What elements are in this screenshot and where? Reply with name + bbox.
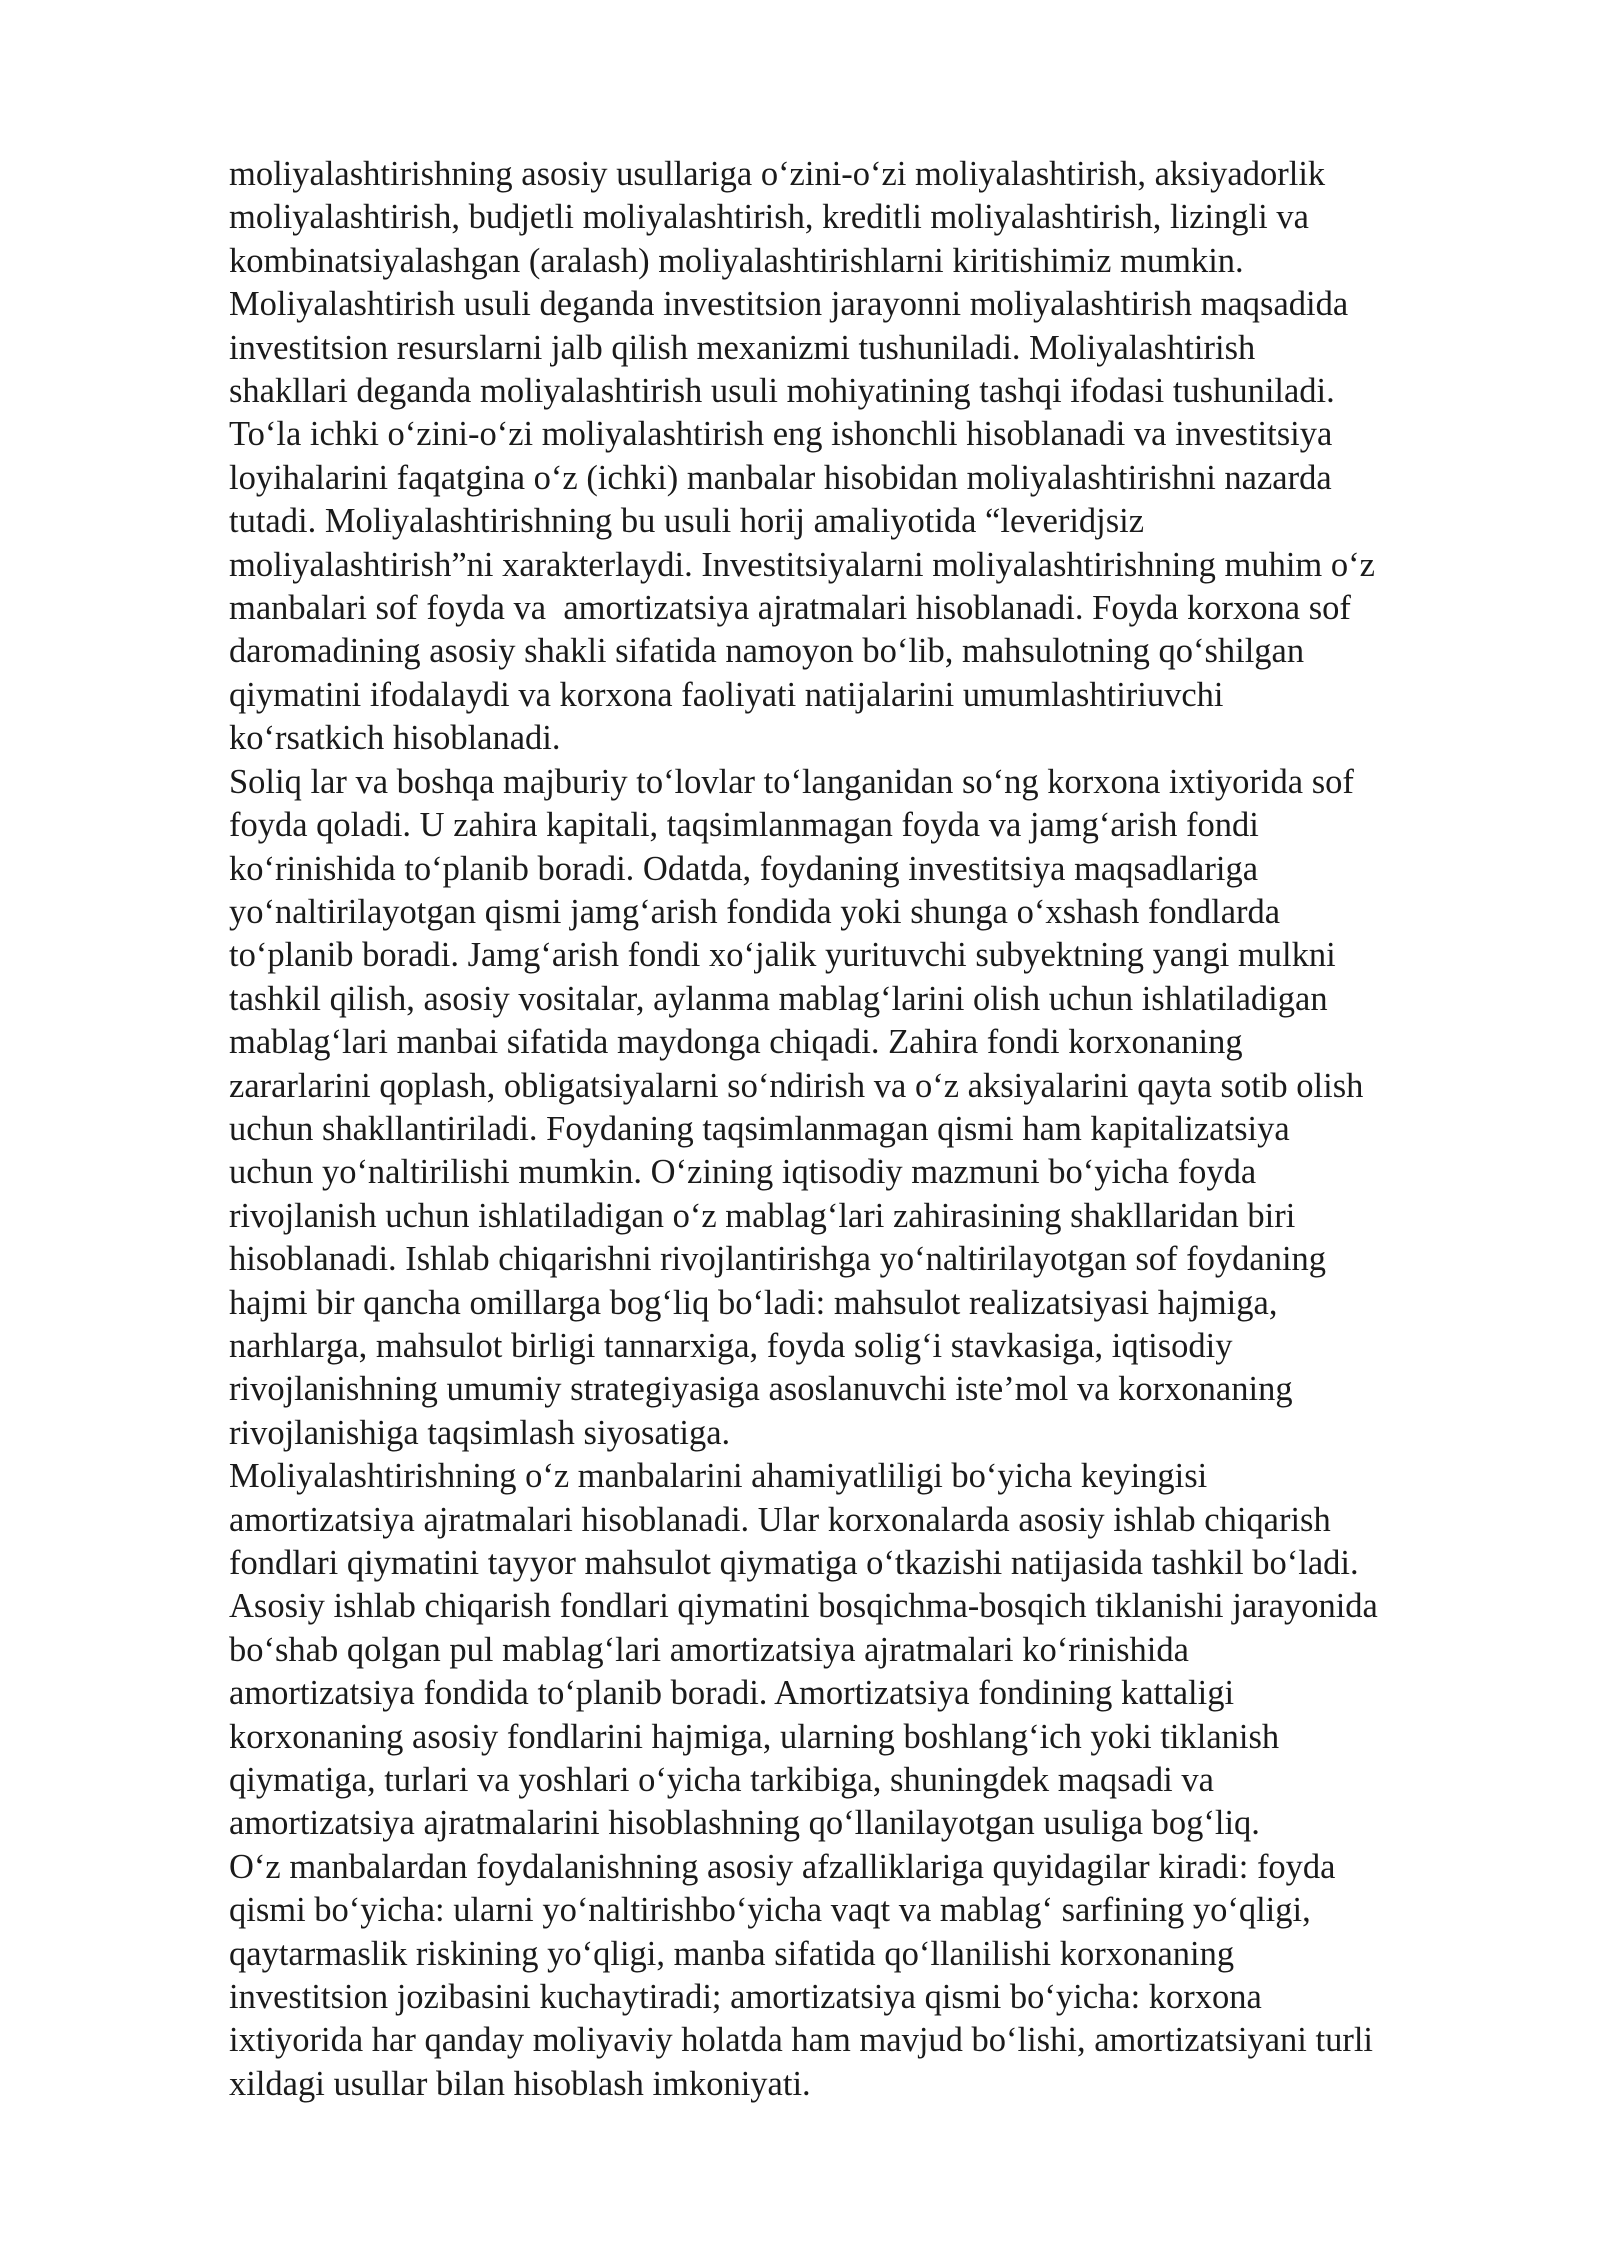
text-line: investitsion resurslarni jalb qilish mexanizmi tushuniladi. Moliyalashtirish (229, 328, 1256, 367)
text-line: daromadining asosiy shakli sifatida namoyon bo‘lib, mahsulotning qo‘shilgan (229, 632, 1305, 671)
text-line: narhlarga, mahsulot birligi tannarxiga, foyda solig‘i stavkasiga, iqtisodiy (229, 1326, 1233, 1365)
text-line: Moliyalashtirishning o‘z manbalarini ahamiyatliligi bo‘yicha keyingisi (229, 1457, 1208, 1496)
text-line: kombinatsiyalashgan (aralash) moliyalashtirishlarni kiritishimiz mumkin. (229, 241, 1244, 280)
text-line: moliyalashtirish, budjetli moliyalashtirish, kreditli moliyalashtirish, lizingli va (229, 198, 1309, 237)
text-line: ixtiyorida har qanday moliyaviy holatda ham mavjud bo‘lishi, amortizatsiyani turli (229, 2021, 1373, 2060)
text-line: shakllari deganda moliyalashtirish usuli mohiyatining tashqi ifodasi tushuniladi. (229, 372, 1335, 411)
text-line: uchun shakllantiriladi. Foydaning taqsimlanmagan qismi ham kapitalizatsiya (229, 1109, 1290, 1148)
text-line: uchun yo‘naltirilishi mumkin. O‘zining iqtisodiy mazmuni bo‘yicha foyda (229, 1153, 1257, 1192)
text-line: O‘z manbalardan foydalanishning asosiy afzalliklariga quyidagilar kiradi: foyda (229, 1847, 1336, 1886)
text-line: rivojlanishning umumiy strategiyasiga asoslanuvchi iste’mol va korxonaning (229, 1370, 1293, 1409)
text-line: moliyalashtirishning asosiy usullariga o‘zini-o‘zi moliyalashtirish, aksiyadorlik (229, 155, 1326, 193)
text-line: fondlari qiymatini tayyor mahsulot qiymatiga o‘tkazishi natijasida tashkil bo‘ladi. (229, 1544, 1359, 1582)
text-line: hajmi bir qancha omillarga bog‘liq bo‘ladi: mahsulot realizatsiyasi hajmiga, (229, 1283, 1278, 1322)
text-line: investitsion jozibasini kuchaytiradi; amortizatsiya qismi bo‘yicha: korxona (229, 1978, 1262, 2017)
text-line: moliyalashtirish”ni xarakterlaydi. Investitsiyalarni moliyalashtirishning muhim o‘z (229, 545, 1375, 584)
text-line: To‘la ichki o‘zini-o‘zi moliyalashtirish eng ishonchli hisoblanadi va investitsiya (229, 415, 1333, 454)
text-line: korxonaning asosiy fondlarini hajmiga, ularning boshlang‘ich yoki tiklanish (229, 1717, 1280, 1756)
text-line: tutadi. Moliyalashtirishning bu usuli horij amaliyotida “leveridjsiz (229, 502, 1145, 541)
text-line: to‘planib boradi. Jamg‘arish fondi xo‘jalik yurituvchi subyektning yangi mulkni (229, 936, 1336, 975)
text-line: amortizatsiya fondida to‘planib boradi. Amortizatsiya fondining kattaligi (229, 1674, 1235, 1713)
text-line: yo‘naltirilayotgan qismi jamg‘arish fondida yoki shunga o‘xshash fondlarda (229, 892, 1281, 931)
text-line: amortizatsiya ajratmalarini hisoblashning qo‘llanilayotgan usuliga bog‘liq. (229, 1804, 1260, 1843)
text-line: qiymatini ifodalaydi va korxona faoliyati natijalarini umumlashtiriuvchi (229, 675, 1224, 714)
text-line: Asosiy ishlab chiqarish fondlari qiymatini bosqichma-bosqich tiklanishi jarayonida (229, 1587, 1378, 1626)
text-line: amortizatsiya ajratmalari hisoblanadi. Ular korxonalarda asosiy ishlab chiqarish (229, 1500, 1331, 1539)
text-line: manbalari sof foyda va amortizatsiya ajratmalari hisoblanadi. Foyda korxona sof (229, 589, 1351, 628)
text-line: rivojlanishiga taqsimlash siyosatiga. (229, 1413, 731, 1452)
text-line: ko‘rinishida to‘planib boradi. Odatda, foydaning investitsiya maqsadlariga (229, 849, 1259, 888)
text-line: qismi bo‘yicha: ularni yo‘naltirishbo‘yicha vaqt va mablag‘ sarfining yo‘qligi, (229, 1891, 1311, 1930)
body-text (229, 153, 1529, 2106)
text-line: ko‘rsatkich hisoblanadi. (229, 719, 561, 758)
text-line: hisoblanadi. Ishlab chiqarishni rivojlantirishga yo‘naltirilayotgan sof foydaning (229, 1240, 1327, 1279)
text-line: bo‘shab qolgan pul mablag‘lari amortizatsiya ajratmalari ko‘rinishida (229, 1630, 1189, 1669)
text-line: foyda qoladi. U zahira kapitali, taqsimlanmagan foyda va jamg‘arish fondi (229, 806, 1259, 845)
text-line: loyihalarini faqatgina o‘z (ichki) manbalar hisobidan moliyalashtirishni nazarda (229, 458, 1332, 497)
text-line: qiymatiga, turlari va yoshlari o‘yicha tarkibiga, shuningdek maqsadi va (229, 1761, 1214, 1800)
text-line: zararlarini qoplash, obligatsiyalarni so‘ndirish va o‘z aksiyalarini qayta sotib olish (229, 1066, 1364, 1105)
text-line: Soliq lar va boshqa majburiy to‘lovlar to‘langanidan so‘ng korxona ixtiyorida sof (229, 762, 1354, 801)
text-line: Moliyalashtirish usuli deganda investitsion jarayonni moliyalashtirish maqsadida (229, 285, 1349, 324)
text-line: rivojlanish uchun ishlatiladigan o‘z mablag‘lari zahirasining shakllaridan biri (229, 1196, 1296, 1235)
text-line: mablag‘lari manbai sifatida maydonga chiqadi. Zahira fondi korxonaning (229, 1023, 1243, 1062)
text-line: xildagi usullar bilan hisoblash imkoniyati. (229, 2064, 811, 2103)
text-line: tashkil qilish, asosiy vositalar, aylanma mablag‘larini olish uchun ishlatiladigan (229, 979, 1328, 1018)
text-line: qaytarmaslik riskining yo‘qligi, manba sifatida qo‘llanilishi korxonaning (229, 1934, 1235, 1973)
